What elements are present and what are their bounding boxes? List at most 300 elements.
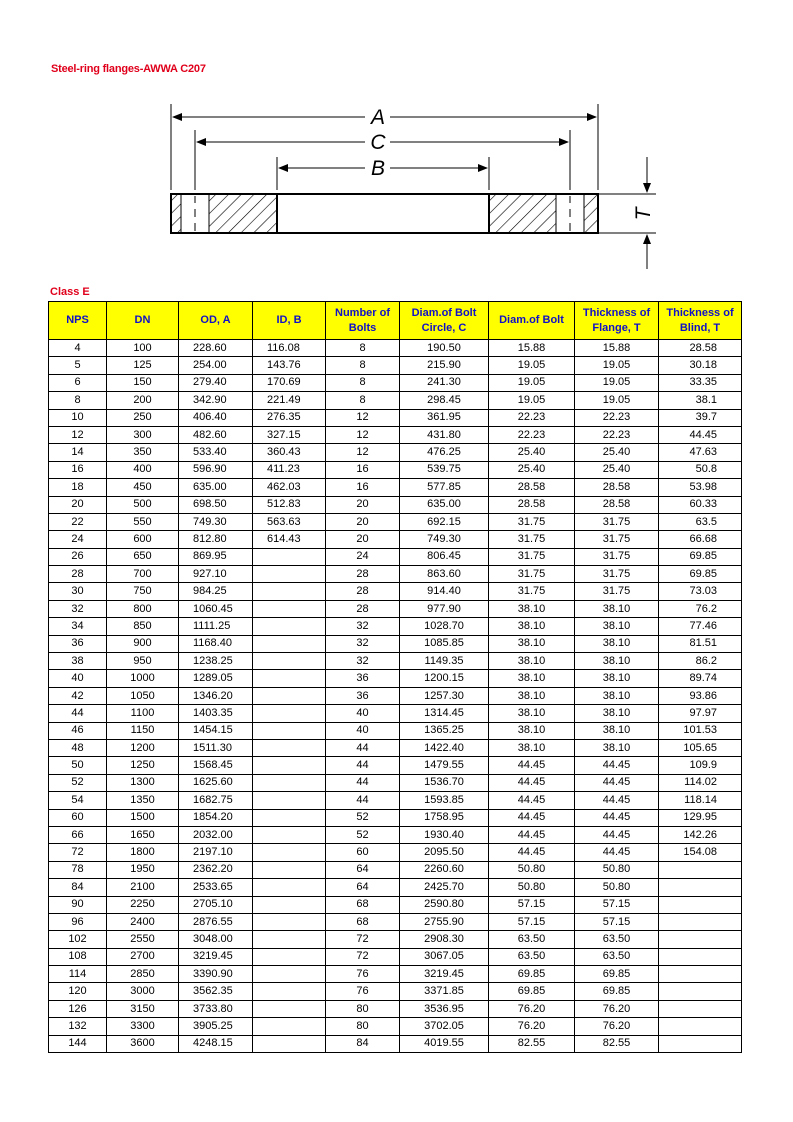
cell-nps: 20 (49, 496, 107, 513)
cell-bolts: 44 (326, 757, 400, 774)
cell-od: 482.60 (179, 426, 253, 443)
cell-nps: 42 (49, 687, 107, 704)
cell-dn: 3300 (107, 1018, 179, 1035)
cell-flange-thickness: 15.88 (575, 340, 659, 357)
cell-bolts: 28 (326, 566, 400, 583)
cell-bolts: 32 (326, 653, 400, 670)
cell-dn: 550 (107, 513, 179, 530)
cell-blind-thickness (659, 1018, 742, 1035)
table-row (49, 357, 742, 374)
table-row (49, 513, 742, 530)
cell-nps: 36 (49, 635, 107, 652)
cell-bolt-diam: 69.85 (489, 983, 575, 1000)
cell-od: 1346.20 (179, 687, 253, 704)
cell-od: 1682.75 (179, 792, 253, 809)
cell-bolt-circle: 806.45 (400, 548, 489, 565)
cell-od: 1060.45 (179, 600, 253, 617)
table-row (49, 687, 742, 704)
cell-id (253, 948, 326, 965)
cell-bolt-diam: 38.10 (489, 618, 575, 635)
cell-dn: 3150 (107, 1000, 179, 1017)
cell-flange-thickness: 44.45 (575, 757, 659, 774)
cell-od: 3562.35 (179, 983, 253, 1000)
cell-id (253, 896, 326, 913)
cell-bolt-circle: 3371.85 (400, 983, 489, 1000)
cell-bolt-diam: 31.75 (489, 513, 575, 530)
cell-flange-thickness: 38.10 (575, 739, 659, 756)
cell-bolt-circle: 2590.80 (400, 896, 489, 913)
cell-bolt-diam: 25.40 (489, 461, 575, 478)
cell-blind-thickness: 53.98 (659, 479, 742, 496)
cell-blind-thickness: 39.7 (659, 409, 742, 426)
cell-bolts: 64 (326, 861, 400, 878)
cell-bolts: 24 (326, 548, 400, 565)
cell-blind-thickness: 33.35 (659, 374, 742, 391)
cell-od: 1568.45 (179, 757, 253, 774)
cell-id: 411.23 (253, 461, 326, 478)
cell-bolt-diam: 31.75 (489, 583, 575, 600)
cell-dn: 1500 (107, 809, 179, 826)
cell-bolt-circle: 1085.85 (400, 635, 489, 652)
cell-bolts: 20 (326, 531, 400, 548)
cell-bolt-diam: 28.58 (489, 479, 575, 496)
cell-dn: 350 (107, 444, 179, 461)
cell-dn: 150 (107, 374, 179, 391)
cell-bolt-diam: 76.20 (489, 1000, 575, 1017)
cell-flange-thickness: 50.80 (575, 879, 659, 896)
cell-flange-thickness: 22.23 (575, 426, 659, 443)
cell-blind-thickness: 60.33 (659, 496, 742, 513)
cell-bolt-circle: 1365.25 (400, 722, 489, 739)
column-header: Diam.of Bolt (489, 302, 575, 340)
column-header: NPS (49, 302, 107, 340)
table-row (49, 409, 742, 426)
table-row (49, 722, 742, 739)
cell-dn: 1000 (107, 670, 179, 687)
flange-table (48, 301, 742, 1053)
cell-nps: 78 (49, 861, 107, 878)
cell-bolt-circle: 3536.95 (400, 1000, 489, 1017)
cell-flange-thickness: 63.50 (575, 948, 659, 965)
cell-id: 276.35 (253, 409, 326, 426)
table-row (49, 496, 742, 513)
cell-id (253, 739, 326, 756)
cell-blind-thickness (659, 1035, 742, 1052)
cell-bolt-circle: 1593.85 (400, 792, 489, 809)
cell-dn: 2850 (107, 966, 179, 983)
cell-dn: 1200 (107, 739, 179, 756)
dimension-label-a: A (370, 106, 386, 129)
dimension-label-b: B (370, 157, 386, 180)
cell-nps: 84 (49, 879, 107, 896)
table-row (49, 1018, 742, 1035)
cell-blind-thickness: 154.08 (659, 844, 742, 861)
page-title: Steel-ring flanges-AWWA C207 (51, 63, 206, 75)
cell-nps: 24 (49, 531, 107, 548)
cell-od: 2032.00 (179, 826, 253, 843)
cell-nps: 120 (49, 983, 107, 1000)
cell-bolt-diam: 44.45 (489, 774, 575, 791)
cell-bolts: 80 (326, 1018, 400, 1035)
cell-od: 2876.55 (179, 913, 253, 930)
cell-od: 342.90 (179, 392, 253, 409)
table-row (49, 461, 742, 478)
class-label: Class E (50, 286, 90, 298)
cell-nps: 8 (49, 392, 107, 409)
cell-id (253, 792, 326, 809)
cell-bolt-diam: 57.15 (489, 896, 575, 913)
cell-bolts: 60 (326, 844, 400, 861)
cell-nps: 5 (49, 357, 107, 374)
cell-id (253, 966, 326, 983)
cell-od: 984.25 (179, 583, 253, 600)
cell-blind-thickness: 47.63 (659, 444, 742, 461)
cell-nps: 72 (49, 844, 107, 861)
cell-flange-thickness: 25.40 (575, 444, 659, 461)
cell-nps: 132 (49, 1018, 107, 1035)
cell-bolt-circle: 3067.05 (400, 948, 489, 965)
cell-bolt-diam: 19.05 (489, 357, 575, 374)
table-row (49, 566, 742, 583)
cell-blind-thickness: 118.14 (659, 792, 742, 809)
cell-bolt-circle: 977.90 (400, 600, 489, 617)
cell-bolt-circle: 1149.35 (400, 653, 489, 670)
cell-od: 2197.10 (179, 844, 253, 861)
table-row (49, 653, 742, 670)
cell-od: 3390.90 (179, 966, 253, 983)
table-row (49, 739, 742, 756)
cell-nps: 32 (49, 600, 107, 617)
cell-nps: 60 (49, 809, 107, 826)
cell-id: 116.08 (253, 340, 326, 357)
cell-bolt-circle: 577.85 (400, 479, 489, 496)
cell-flange-thickness: 38.10 (575, 653, 659, 670)
cell-flange-thickness: 28.58 (575, 479, 659, 496)
table-row (49, 374, 742, 391)
cell-bolts: 76 (326, 966, 400, 983)
cell-nps: 144 (49, 1035, 107, 1052)
cell-flange-thickness: 31.75 (575, 548, 659, 565)
cell-bolt-circle: 3702.05 (400, 1018, 489, 1035)
cell-bolt-diam: 82.55 (489, 1035, 575, 1052)
cell-bolt-circle: 298.45 (400, 392, 489, 409)
cell-od: 1168.40 (179, 635, 253, 652)
table-row (49, 948, 742, 965)
table-row (49, 983, 742, 1000)
cell-bolt-circle: 1930.40 (400, 826, 489, 843)
cell-od: 1511.30 (179, 739, 253, 756)
cell-od: 1238.25 (179, 653, 253, 670)
cell-od: 3733.80 (179, 1000, 253, 1017)
cell-od: 3219.45 (179, 948, 253, 965)
cell-nps: 30 (49, 583, 107, 600)
cell-id (253, 635, 326, 652)
cell-bolt-circle: 4019.55 (400, 1035, 489, 1052)
cell-bolt-diam: 38.10 (489, 722, 575, 739)
cell-flange-thickness: 38.10 (575, 618, 659, 635)
cell-bolt-diam: 57.15 (489, 913, 575, 930)
table-row (49, 1000, 742, 1017)
cell-dn: 1300 (107, 774, 179, 791)
cell-bolts: 12 (326, 409, 400, 426)
table-row (49, 705, 742, 722)
cell-od: 1111.25 (179, 618, 253, 635)
cell-nps: 22 (49, 513, 107, 530)
cell-id (253, 670, 326, 687)
cell-od: 869.95 (179, 548, 253, 565)
cell-nps: 28 (49, 566, 107, 583)
cell-dn: 1150 (107, 722, 179, 739)
cell-flange-thickness: 57.15 (575, 896, 659, 913)
cell-id: 143.76 (253, 357, 326, 374)
cell-bolt-diam: 38.10 (489, 687, 575, 704)
flange-diagram (160, 97, 670, 272)
cell-flange-thickness: 69.85 (575, 983, 659, 1000)
cell-dn: 1650 (107, 826, 179, 843)
cell-id (253, 826, 326, 843)
cell-blind-thickness (659, 896, 742, 913)
cell-bolts: 16 (326, 479, 400, 496)
cell-blind-thickness (659, 1000, 742, 1017)
cell-flange-thickness: 44.45 (575, 826, 659, 843)
cell-blind-thickness: 73.03 (659, 583, 742, 600)
cell-bolt-circle: 190.50 (400, 340, 489, 357)
cell-od: 749.30 (179, 513, 253, 530)
cell-dn: 100 (107, 340, 179, 357)
column-header: ID, B (253, 302, 326, 340)
column-header: Diam.of Bolt Circle, C (400, 302, 489, 340)
cell-blind-thickness (659, 913, 742, 930)
table-row (49, 896, 742, 913)
cell-id (253, 600, 326, 617)
cell-dn: 3600 (107, 1035, 179, 1052)
column-header: OD, A (179, 302, 253, 340)
table-row (49, 444, 742, 461)
cell-blind-thickness: 81.51 (659, 635, 742, 652)
cell-blind-thickness: 69.85 (659, 566, 742, 583)
cell-blind-thickness: 77.46 (659, 618, 742, 635)
cell-flange-thickness: 44.45 (575, 844, 659, 861)
cell-bolts: 32 (326, 635, 400, 652)
table-row (49, 757, 742, 774)
cell-bolt-diam: 25.40 (489, 444, 575, 461)
cell-nps: 4 (49, 340, 107, 357)
cell-bolts: 36 (326, 687, 400, 704)
cell-bolts: 44 (326, 774, 400, 791)
table-row (49, 479, 742, 496)
table-row (49, 392, 742, 409)
table-row (49, 931, 742, 948)
table-row (49, 426, 742, 443)
cell-bolt-diam: 69.85 (489, 966, 575, 983)
table-row (49, 618, 742, 635)
cell-dn: 1100 (107, 705, 179, 722)
table-row (49, 774, 742, 791)
cell-bolt-diam: 44.45 (489, 844, 575, 861)
cell-id: 360.43 (253, 444, 326, 461)
cell-bolt-circle: 361.95 (400, 409, 489, 426)
cell-dn: 2550 (107, 931, 179, 948)
cell-dn: 800 (107, 600, 179, 617)
cell-bolt-diam: 50.80 (489, 879, 575, 896)
cell-id (253, 687, 326, 704)
cell-od: 1625.60 (179, 774, 253, 791)
cell-blind-thickness: 93.86 (659, 687, 742, 704)
cell-flange-thickness: 31.75 (575, 583, 659, 600)
table-row (49, 966, 742, 983)
table-row (49, 340, 742, 357)
cell-nps: 26 (49, 548, 107, 565)
cell-id (253, 1000, 326, 1017)
cell-id (253, 809, 326, 826)
cell-bolt-circle: 241.30 (400, 374, 489, 391)
cell-blind-thickness (659, 879, 742, 896)
table-row (49, 861, 742, 878)
cell-nps: 18 (49, 479, 107, 496)
cell-bolt-diam: 22.23 (489, 426, 575, 443)
table-row (49, 548, 742, 565)
cell-bolt-circle: 1314.45 (400, 705, 489, 722)
cell-bolts: 28 (326, 583, 400, 600)
cell-bolt-circle: 1479.55 (400, 757, 489, 774)
cell-nps: 126 (49, 1000, 107, 1017)
cell-blind-thickness: 114.02 (659, 774, 742, 791)
cell-id: 614.43 (253, 531, 326, 548)
cell-id (253, 931, 326, 948)
cell-flange-thickness: 19.05 (575, 374, 659, 391)
cell-od: 1454.15 (179, 722, 253, 739)
cell-id (253, 653, 326, 670)
cell-od: 1289.05 (179, 670, 253, 687)
cell-bolts: 12 (326, 426, 400, 443)
cell-dn: 3000 (107, 983, 179, 1000)
cell-bolt-diam: 31.75 (489, 531, 575, 548)
cell-bolt-circle: 3219.45 (400, 966, 489, 983)
cell-od: 2705.10 (179, 896, 253, 913)
cell-dn: 125 (107, 357, 179, 374)
cell-flange-thickness: 50.80 (575, 861, 659, 878)
cell-id (253, 705, 326, 722)
cell-blind-thickness: 101.53 (659, 722, 742, 739)
cell-od: 3905.25 (179, 1018, 253, 1035)
cell-dn: 1250 (107, 757, 179, 774)
cell-blind-thickness: 89.74 (659, 670, 742, 687)
cell-flange-thickness: 38.10 (575, 670, 659, 687)
cell-dn: 200 (107, 392, 179, 409)
cell-bolt-circle: 215.90 (400, 357, 489, 374)
cell-id (253, 913, 326, 930)
cell-bolts: 72 (326, 931, 400, 948)
cell-bolt-diam: 19.05 (489, 374, 575, 391)
cell-bolt-circle: 2908.30 (400, 931, 489, 948)
cell-blind-thickness (659, 983, 742, 1000)
cell-bolt-circle: 1200.15 (400, 670, 489, 687)
cell-bolt-diam: 76.20 (489, 1018, 575, 1035)
cell-nps: 16 (49, 461, 107, 478)
cell-id: 563.63 (253, 513, 326, 530)
cell-flange-thickness: 69.85 (575, 966, 659, 983)
cell-nps: 108 (49, 948, 107, 965)
cell-bolt-diam: 44.45 (489, 757, 575, 774)
cell-id (253, 548, 326, 565)
table-row (49, 826, 742, 843)
cell-bolt-circle: 2260.60 (400, 861, 489, 878)
cell-flange-thickness: 38.10 (575, 635, 659, 652)
cell-nps: 14 (49, 444, 107, 461)
cell-bolts: 12 (326, 444, 400, 461)
cell-bolts: 28 (326, 600, 400, 617)
cell-dn: 1050 (107, 687, 179, 704)
cell-bolt-circle: 431.80 (400, 426, 489, 443)
cell-nps: 48 (49, 739, 107, 756)
cell-blind-thickness (659, 861, 742, 878)
cell-bolts: 8 (326, 392, 400, 409)
cell-blind-thickness: 142.26 (659, 826, 742, 843)
cell-bolt-diam: 38.10 (489, 653, 575, 670)
table-row (49, 913, 742, 930)
cell-bolt-circle: 749.30 (400, 531, 489, 548)
cell-dn: 700 (107, 566, 179, 583)
table-row (49, 844, 742, 861)
cell-flange-thickness: 19.05 (575, 357, 659, 374)
cell-dn: 2100 (107, 879, 179, 896)
cell-id (253, 774, 326, 791)
table-row (49, 792, 742, 809)
cell-flange-thickness: 76.20 (575, 1000, 659, 1017)
cell-bolts: 76 (326, 983, 400, 1000)
cell-flange-thickness: 22.23 (575, 409, 659, 426)
cell-id (253, 844, 326, 861)
cell-nps: 10 (49, 409, 107, 426)
cell-bolts: 40 (326, 722, 400, 739)
cell-blind-thickness: 97.97 (659, 705, 742, 722)
cell-bolt-circle: 476.25 (400, 444, 489, 461)
column-header: Thickness of Blind, T (659, 302, 742, 340)
cell-nps: 102 (49, 931, 107, 948)
cell-bolts: 8 (326, 357, 400, 374)
cell-bolt-diam: 50.80 (489, 861, 575, 878)
cell-id (253, 757, 326, 774)
cell-bolt-diam: 38.10 (489, 670, 575, 687)
cell-od: 698.50 (179, 496, 253, 513)
cell-dn: 650 (107, 548, 179, 565)
cell-nps: 52 (49, 774, 107, 791)
cell-flange-thickness: 19.05 (575, 392, 659, 409)
cell-nps: 40 (49, 670, 107, 687)
cell-od: 596.90 (179, 461, 253, 478)
cell-dn: 450 (107, 479, 179, 496)
cell-bolts: 68 (326, 896, 400, 913)
cell-id (253, 983, 326, 1000)
cell-nps: 66 (49, 826, 107, 843)
flange-section-right (489, 194, 598, 233)
cell-bolt-diam: 63.50 (489, 931, 575, 948)
cell-blind-thickness: 30.18 (659, 357, 742, 374)
cell-dn: 2700 (107, 948, 179, 965)
table-row (49, 1035, 742, 1052)
cell-id: 512.83 (253, 496, 326, 513)
table-row (49, 809, 742, 826)
cell-id (253, 618, 326, 635)
cell-bolt-circle: 1422.40 (400, 739, 489, 756)
cell-flange-thickness: 63.50 (575, 931, 659, 948)
cell-flange-thickness: 31.75 (575, 566, 659, 583)
cell-dn: 1350 (107, 792, 179, 809)
cell-flange-thickness: 25.40 (575, 461, 659, 478)
cell-bolt-circle: 914.40 (400, 583, 489, 600)
cell-flange-thickness: 38.10 (575, 687, 659, 704)
cell-dn: 500 (107, 496, 179, 513)
